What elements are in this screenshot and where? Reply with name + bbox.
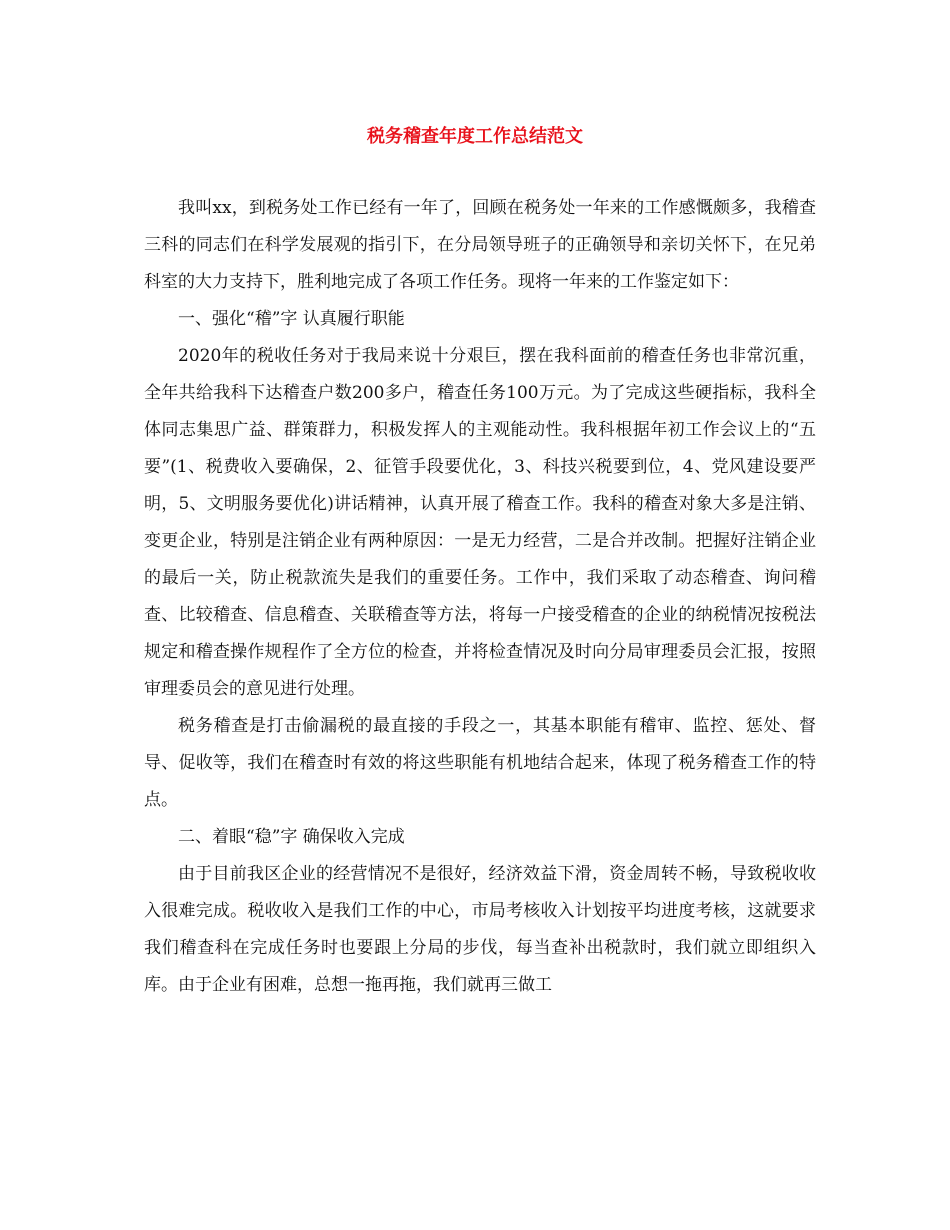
paragraph-section-1: 2020年的税收任务对于我局来说十分艰巨，摆在我科面前的稽查任务也非常沉重，全年共给我科下达稽查户数200多户，稽查任务100万元。为了完成这些硬指标，我科全体同志集思广益、群策群力，积极发挥人的主观能动性。我科根据年初工作会议上的“五要”(1、税费收入要确保，2、征管手段要优化，3、科技兴税要到位，4、党风建设要严明，5、文明服务要优化)讲话精神，认真开展了稽查工作。我科的稽查对象大多是注销、变更企业，特别是注销企业有两种原因：一是无力经营，二是合并改制。把握好注销企业的最后一关，防止税款流失是我们的重要任务。工作中，我们采取了动态稽查、询问稽查、比较稽查、信息稽查、关联稽查等方法，将每一户接受稽查的企业的纳税情况按税法规定和稽查操作规程作了全方位的检查，并将检查情况及时向分局审理委员会汇报，按照审理委员会的意见进行处理。 [144, 346, 816, 699]
paragraph-intro: 我叫xx，到税务处工作已经有一年了，回顾在税务处一年来的工作感慨颇多，我稽查三科的同志们在科学发展观的指引下，在分局领导班子的正确领导和亲切关怀下，在兄弟科室的大力支持下，胜利地完成了各项工作任务。现将一年来的工作鉴定如下： [144, 198, 816, 292]
paragraph-section-2: 由于目前我区企业的经营情况不是很好，经济效益下滑，资金周转不畅，导致税收收入很难完成。税收收入是我们工作的中心，市局考核收入计划按平均进度考核，这就要求我们稽查科在完成任务时也要跟上分局的步伐，每当查补出税款时，我们就立即组织入库。由于企业有困难，总想一拖再拖，我们就再三做工 [144, 864, 816, 995]
document-title: 税务稽查年度工作总结范文 [367, 126, 583, 147]
paragraph-section-1-summary: 税务稽查是打击偷漏税的最直接的手段之一，其基本职能有稽审、监控、惩处、督导、促收等，我们在稽查时有效的将这些职能有机地结合起来，体现了税务稽查工作的特点。 [144, 716, 816, 810]
section-heading-1: 一、强化“稽”字 认真履行职能 [178, 309, 405, 329]
document-body [144, 190, 816, 1004]
section-heading-2: 二、着眼“稳”字 确保收入完成 [178, 827, 405, 847]
